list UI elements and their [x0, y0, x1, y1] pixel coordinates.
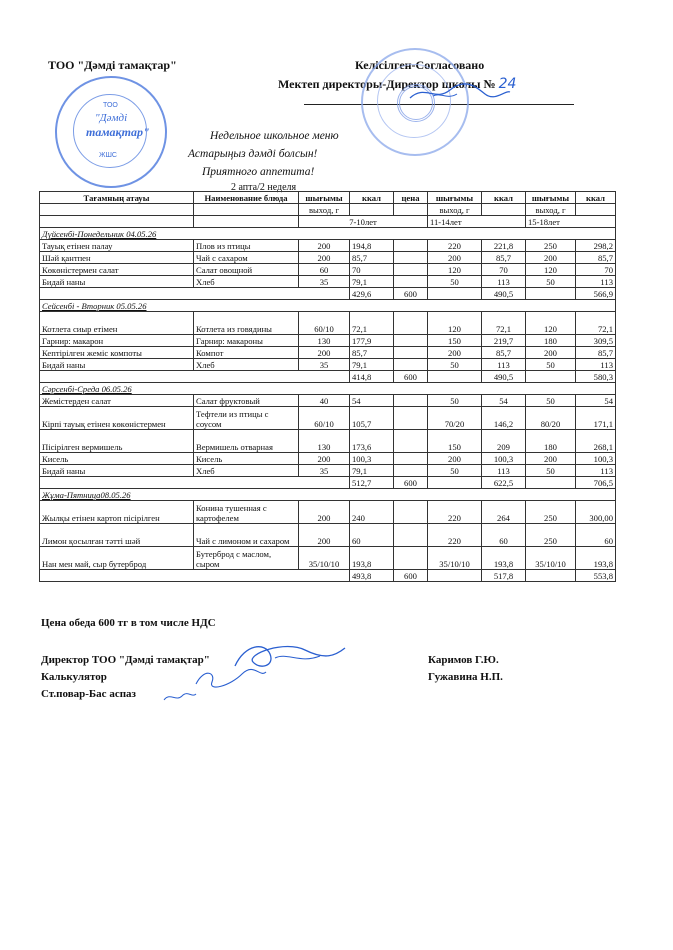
kcal-7-10: 85,7	[350, 347, 394, 359]
portion-11-14: 50	[428, 276, 482, 288]
column-subheader: выход, г	[299, 204, 350, 216]
menu-item-row	[40, 347, 616, 359]
portion-7-10: 35	[299, 276, 350, 288]
kcal-15-18: 113	[576, 359, 616, 371]
total-kcal-7-10: 414,8	[350, 371, 394, 383]
price-cell	[394, 252, 428, 264]
dish-name-kz: Лимон қосылған тәтті шәй	[40, 524, 194, 547]
total-price: 600	[394, 570, 428, 582]
price-cell	[394, 407, 428, 430]
column-subheader	[482, 204, 526, 216]
wish-ru: Приятного аппетита!	[202, 166, 315, 178]
portion-11-14: 50	[428, 465, 482, 477]
kcal-11-14: 219,7	[482, 335, 526, 347]
dish-name-ru: Компот	[194, 347, 299, 359]
portion-11-14: 150	[428, 335, 482, 347]
dish-name-kz: Котлета сиыр етімен	[40, 312, 194, 335]
empty-cell	[428, 477, 482, 489]
empty-cell	[194, 216, 299, 228]
kcal-15-18: 72,1	[576, 312, 616, 335]
empty-cell	[428, 371, 482, 383]
dish-name-kz: Пісірілген вермишель	[40, 430, 194, 453]
kcal-11-14: 209	[482, 430, 526, 453]
day-title-row	[40, 300, 616, 312]
portion-11-14: 200	[428, 252, 482, 264]
kcal-7-10: 194,8	[350, 240, 394, 252]
dish-name-ru: Кисель	[194, 453, 299, 465]
company-stamp	[55, 76, 167, 188]
total-kcal-11-14: 490,5	[482, 288, 526, 300]
column-header: Тағамның атауы	[40, 192, 194, 204]
portion-15-18: 250	[526, 501, 576, 524]
menu-item-row	[40, 453, 616, 465]
empty-cell	[40, 216, 194, 228]
column-header: цена	[394, 192, 428, 204]
empty-cell	[40, 288, 350, 300]
stamp-name-1: "Дәмді	[95, 112, 128, 124]
stamp-top-text: ТОО	[103, 102, 118, 109]
empty-cell	[526, 371, 576, 383]
kcal-11-14: 113	[482, 465, 526, 477]
menu-item-row	[40, 335, 616, 347]
kcal-15-18: 193,8	[576, 547, 616, 570]
dish-name-ru: Салат овощной	[194, 264, 299, 276]
empty-cell	[40, 477, 350, 489]
dish-name-ru: Хлеб	[194, 276, 299, 288]
school-director-text: Мектеп директоры-Директор школы №	[278, 77, 496, 91]
day-total-row	[40, 288, 616, 300]
portion-7-10: 200	[299, 347, 350, 359]
kcal-11-14: 264	[482, 501, 526, 524]
kcal-7-10: 60	[350, 524, 394, 547]
age-group-11-14: 11-14лет	[428, 216, 526, 228]
portion-7-10: 200	[299, 453, 350, 465]
total-price: 600	[394, 371, 428, 383]
price-cell	[394, 430, 428, 453]
column-subheader	[40, 204, 194, 216]
kcal-11-14: 146,2	[482, 407, 526, 430]
portion-11-14: 220	[428, 240, 482, 252]
price-cell	[394, 359, 428, 371]
kcal-11-14: 221,8	[482, 240, 526, 252]
column-header: ккал	[482, 192, 526, 204]
portion-7-10: 200	[299, 524, 350, 547]
portion-11-14: 120	[428, 264, 482, 276]
company-name: ТОО "Дәмді тамақтар"	[48, 58, 177, 72]
agreed-label: Келісілген-Согласовано	[355, 58, 485, 72]
menu-item-row	[40, 465, 616, 477]
dish-name-kz: Жылқы етінен картоп пісірілген	[40, 501, 194, 524]
kcal-7-10: 240	[350, 501, 394, 524]
portion-7-10: 200	[299, 501, 350, 524]
menu-item-row	[40, 240, 616, 252]
menu-item-row	[40, 252, 616, 264]
portion-15-18: 180	[526, 335, 576, 347]
kcal-15-18: 298,2	[576, 240, 616, 252]
portion-7-10: 60/10	[299, 407, 350, 430]
total-price: 600	[394, 477, 428, 489]
kcal-15-18: 70	[576, 264, 616, 276]
dish-name-kz: Көкөністермен салат	[40, 264, 194, 276]
column-header: ккал	[576, 192, 616, 204]
menu-item-row	[40, 264, 616, 276]
cook-signature-icon	[160, 690, 200, 704]
kcal-11-14: 193,8	[482, 547, 526, 570]
portion-7-10: 130	[299, 430, 350, 453]
total-kcal-11-14: 517,8	[482, 570, 526, 582]
portion-15-18: 50	[526, 359, 576, 371]
dish-name-ru: Чай с лимоном и сахаром	[194, 524, 299, 547]
column-subheader: выход, г	[526, 204, 576, 216]
column-header: ккал	[350, 192, 394, 204]
director-name: Каримов Г.Ю.	[428, 654, 499, 666]
column-subheader	[350, 204, 394, 216]
day-title-row	[40, 228, 616, 240]
kcal-11-14: 85,7	[482, 347, 526, 359]
total-kcal-15-18: 566,9	[576, 288, 616, 300]
price-cell	[394, 501, 428, 524]
dish-name-ru: Плов из птицы	[194, 240, 299, 252]
portion-15-18: 200	[526, 252, 576, 264]
dish-name-kz: Тауық етінен палау	[40, 240, 194, 252]
day-title-row	[40, 489, 616, 501]
kcal-7-10: 100,3	[350, 453, 394, 465]
total-kcal-15-18: 580,3	[576, 371, 616, 383]
dish-name-ru: Гарнир: макароны	[194, 335, 299, 347]
kcal-11-14: 70	[482, 264, 526, 276]
kcal-15-18: 113	[576, 276, 616, 288]
day-title: Сейсенбі - Вторник 05.05.26	[40, 300, 616, 312]
price-cell	[394, 395, 428, 407]
empty-cell	[526, 570, 576, 582]
portion-11-14: 70/20	[428, 407, 482, 430]
kcal-15-18: 100,3	[576, 453, 616, 465]
dish-name-ru: Салат фруктовый	[194, 395, 299, 407]
calculator-label: Калькулятор	[41, 671, 107, 683]
price-cell	[394, 240, 428, 252]
portion-15-18: 180	[526, 430, 576, 453]
kcal-11-14: 100,3	[482, 453, 526, 465]
portion-15-18: 200	[526, 347, 576, 359]
menu-item-row	[40, 276, 616, 288]
portion-11-14: 220	[428, 501, 482, 524]
dish-name-kz: Кептірілген жеміс компоты	[40, 347, 194, 359]
portion-15-18: 80/20	[526, 407, 576, 430]
empty-cell	[40, 371, 350, 383]
portion-15-18: 250	[526, 240, 576, 252]
kcal-7-10: 54	[350, 395, 394, 407]
portion-15-18: 50	[526, 465, 576, 477]
stamp-bottom-text: ЖШС	[99, 152, 117, 159]
table-subheader-row	[40, 204, 616, 216]
price-cell	[394, 312, 428, 335]
portion-15-18: 120	[526, 264, 576, 276]
kcal-15-18: 113	[576, 465, 616, 477]
kcal-15-18: 309,5	[576, 335, 616, 347]
column-subheader	[194, 204, 299, 216]
menu-item-row	[40, 430, 616, 453]
portion-7-10: 35	[299, 359, 350, 371]
portion-7-10: 60	[299, 264, 350, 276]
dish-name-ru: Вермишель отварная	[194, 430, 299, 453]
kcal-7-10: 85,7	[350, 252, 394, 264]
portion-7-10: 35	[299, 465, 350, 477]
kcal-15-18: 85,7	[576, 252, 616, 264]
price-cell	[394, 264, 428, 276]
portion-15-18: 250	[526, 524, 576, 547]
menu-item-row	[40, 501, 616, 524]
empty-cell	[40, 570, 350, 582]
day-total-row	[40, 477, 616, 489]
portion-15-18: 120	[526, 312, 576, 335]
kcal-7-10: 177,9	[350, 335, 394, 347]
dish-name-kz: Гарнир: макарон	[40, 335, 194, 347]
portion-15-18: 50	[526, 395, 576, 407]
portion-11-14: 220	[428, 524, 482, 547]
column-header: шығымы	[299, 192, 350, 204]
kcal-11-14: 113	[482, 276, 526, 288]
empty-cell	[428, 570, 482, 582]
dish-name-ru: Конина тушенная с картофелем	[194, 501, 299, 524]
kcal-11-14: 60	[482, 524, 526, 547]
portion-7-10: 130	[299, 335, 350, 347]
column-subheader: выход, г	[428, 204, 482, 216]
price-cell	[394, 276, 428, 288]
menu-item-row	[40, 312, 616, 335]
calculator-signature-icon	[190, 664, 270, 692]
kcal-7-10: 193,8	[350, 547, 394, 570]
dish-name-ru: Хлеб	[194, 465, 299, 477]
kcal-7-10: 70	[350, 264, 394, 276]
dish-name-kz: Кірпі тауық етінен көкөністермен	[40, 407, 194, 430]
total-kcal-7-10: 512,7	[350, 477, 394, 489]
dish-name-kz: Нан мен май, сыр бутерброд	[40, 547, 194, 570]
price-cell	[394, 335, 428, 347]
dish-name-kz: Бидай наны	[40, 465, 194, 477]
age-group-15-18: 15-18лет	[526, 216, 616, 228]
price-cell	[394, 453, 428, 465]
portion-7-10: 200	[299, 252, 350, 264]
dish-name-ru: Чай с сахаром	[194, 252, 299, 264]
menu-item-row	[40, 407, 616, 430]
kcal-7-10: 173,6	[350, 430, 394, 453]
director-signature-icon	[405, 80, 515, 106]
kcal-7-10: 79,1	[350, 465, 394, 477]
dish-name-ru: Хлеб	[194, 359, 299, 371]
kcal-7-10: 79,1	[350, 359, 394, 371]
empty-cell	[526, 477, 576, 489]
director-label: Директор ТОО "Дәмді тамақтар"	[41, 654, 210, 666]
menu-item-row	[40, 524, 616, 547]
portion-7-10: 40	[299, 395, 350, 407]
week-label: 2 апта/2 неделя	[231, 182, 297, 193]
portion-11-14: 35/10/10	[428, 547, 482, 570]
menu-item-row	[40, 359, 616, 371]
total-kcal-7-10: 429,6	[350, 288, 394, 300]
price-cell	[394, 547, 428, 570]
total-kcal-11-14: 622,5	[482, 477, 526, 489]
kcal-11-14: 54	[482, 395, 526, 407]
cook-label: Ст.повар-Бас аспаз	[41, 688, 136, 700]
column-header: шығымы	[526, 192, 576, 204]
menu-title: Недельное школьное меню	[210, 130, 339, 142]
dish-name-ru: Бутерброд с маслом, сыром	[194, 547, 299, 570]
kcal-15-18: 54	[576, 395, 616, 407]
portion-15-18: 50	[526, 276, 576, 288]
table-header-row	[40, 192, 616, 204]
day-title: Дүйсенбі-Понедельник 04.05.26	[40, 228, 616, 240]
day-total-row	[40, 371, 616, 383]
wish-kz: Астарыңыз дәмді болсын!	[188, 148, 318, 160]
empty-cell	[526, 288, 576, 300]
age-group-7-10: 7-10лет	[299, 216, 428, 228]
menu-item-row	[40, 547, 616, 570]
kcal-7-10: 72,1	[350, 312, 394, 335]
day-title-row	[40, 383, 616, 395]
total-kcal-15-18: 706,5	[576, 477, 616, 489]
dish-name-kz: Жемістерден салат	[40, 395, 194, 407]
dish-name-kz: Бидай наны	[40, 359, 194, 371]
portion-7-10: 200	[299, 240, 350, 252]
kcal-15-18: 85,7	[576, 347, 616, 359]
price-cell	[394, 347, 428, 359]
school-number: 24	[498, 76, 517, 92]
menu-table	[39, 191, 616, 582]
menu-item-row	[40, 395, 616, 407]
day-title: Жұма-Пятница08.05.26	[40, 489, 616, 501]
age-group-row	[40, 216, 616, 228]
price-note: Цена обеда 600 тг в том числе НДС	[41, 617, 216, 629]
kcal-15-18: 300,00	[576, 501, 616, 524]
column-subheader	[576, 204, 616, 216]
portion-15-18: 35/10/10	[526, 547, 576, 570]
stamp-name-2: тамақтар"	[86, 125, 150, 139]
kcal-15-18: 268,1	[576, 430, 616, 453]
total-price: 600	[394, 288, 428, 300]
portion-11-14: 200	[428, 453, 482, 465]
portion-11-14: 150	[428, 430, 482, 453]
portion-11-14: 200	[428, 347, 482, 359]
column-header: Наименование блюда	[194, 192, 299, 204]
price-cell	[394, 465, 428, 477]
empty-cell	[428, 288, 482, 300]
day-total-row	[40, 570, 616, 582]
total-kcal-7-10: 493,8	[350, 570, 394, 582]
kcal-11-14: 85,7	[482, 252, 526, 264]
column-subheader	[394, 204, 428, 216]
portion-11-14: 50	[428, 395, 482, 407]
portion-11-14: 120	[428, 312, 482, 335]
kcal-15-18: 60	[576, 524, 616, 547]
dish-name-kz: Бидай наны	[40, 276, 194, 288]
portion-7-10: 60/10	[299, 312, 350, 335]
kcal-15-18: 171,1	[576, 407, 616, 430]
dish-name-ru: Тефтели из птицы с соусом	[194, 407, 299, 430]
portion-7-10: 35/10/10	[299, 547, 350, 570]
column-header: шығымы	[428, 192, 482, 204]
calculator-name: Гужавина Н.П.	[428, 671, 503, 683]
dish-name-kz: Кисель	[40, 453, 194, 465]
portion-15-18: 200	[526, 453, 576, 465]
dish-name-ru: Котлета из говядины	[194, 312, 299, 335]
day-title: Сәрсенбі-Среда 06.05.26	[40, 383, 616, 395]
kcal-7-10: 105,7	[350, 407, 394, 430]
kcal-11-14: 113	[482, 359, 526, 371]
kcal-11-14: 72,1	[482, 312, 526, 335]
kcal-7-10: 79,1	[350, 276, 394, 288]
total-kcal-15-18: 553,8	[576, 570, 616, 582]
total-kcal-11-14: 490,5	[482, 371, 526, 383]
price-cell	[394, 524, 428, 547]
dish-name-kz: Шәй қантпен	[40, 252, 194, 264]
portion-11-14: 50	[428, 359, 482, 371]
